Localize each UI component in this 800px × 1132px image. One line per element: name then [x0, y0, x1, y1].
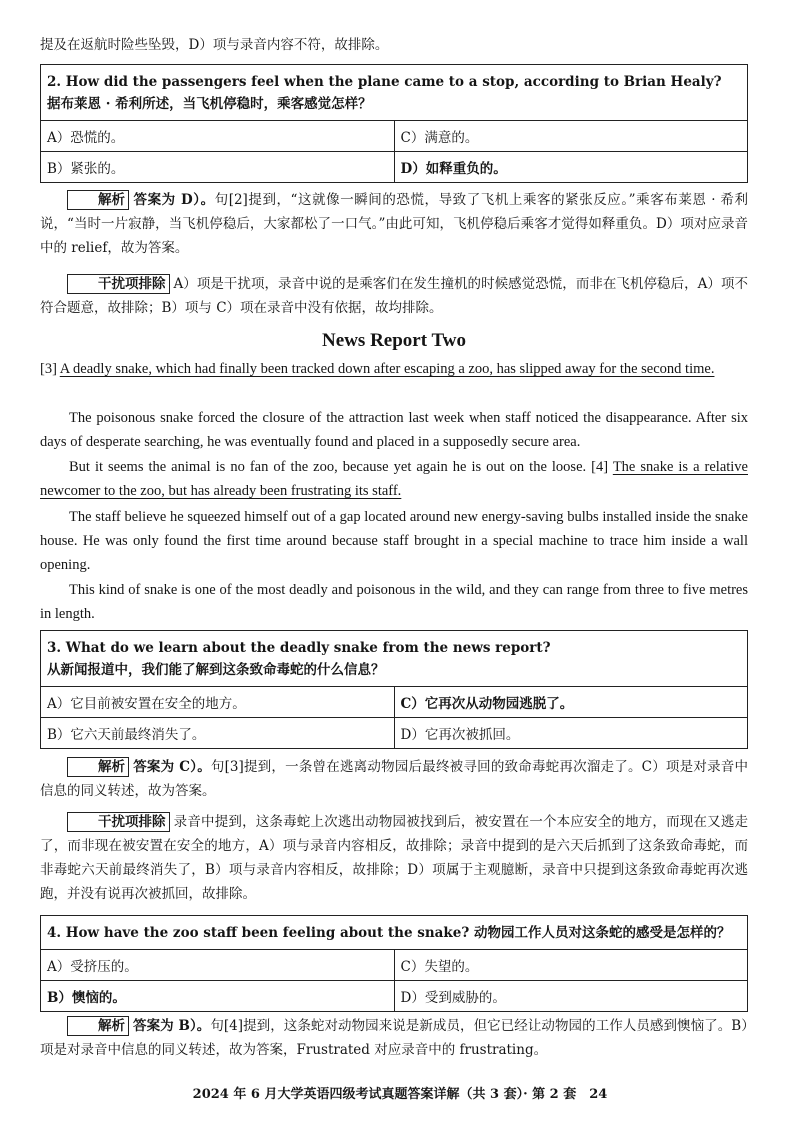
analysis-answer: 答案为 C）。 [133, 759, 211, 775]
question-4-option-c: C）失望的。 [394, 950, 748, 981]
transcript-paragraph-2: The poisonous snake forced the closure of the attraction last week when staff noticed the disappearance. After six days of desperate searching, he was eventually found and placed in a supposedly secure area. [40, 410, 748, 450]
distractor-text: A）项是干扰项，录音中说的是乘客们在发生撞机的时候感觉恐慌，而非在飞机停稳后，A）项不符合题意，故排除；B）项与 C）项在录音中没有依据，故均排除。 [40, 276, 748, 316]
question-2-option-d: D）如释重负的。 [394, 152, 748, 183]
transcript-paragraph-4: The staff believe he squeezed himself out of a gap located around new energy-saving bulbs installed inside the snake house. He was only found the first time around because staff brought in a special machine to trace him inside a wall opening. [40, 509, 748, 573]
question-3-option-d: D）它再次被抓回。 [394, 718, 748, 749]
transcript-paragraph-1 [40, 357, 748, 381]
analysis-tag: 解析 [67, 757, 129, 777]
question-4-stem-en: 4. How have the zoo staff been feeling about the snake? [47, 925, 470, 941]
question-3-stem-en: 3. What do we learn about the deadly snake from the news report? [47, 640, 551, 656]
question-4-table [40, 915, 748, 1012]
question-3-table [40, 630, 748, 749]
question-4-option-a: A）受挤压的。 [41, 950, 395, 981]
transcript-paragraph-5: This kind of snake is one of the most deadly and poisonous in the wild, and they can range from three to five metres in length. [40, 582, 748, 622]
transcript-paragraph-3 [40, 455, 748, 503]
question-2-table [40, 64, 748, 183]
question-4-option-d: D）受到威胁的。 [394, 981, 748, 1012]
continued-text: 提及在返航时险些坠毁，D）项与录音内容不符，故排除。 [40, 37, 389, 53]
question-2-option-b: B）紧张的。 [41, 152, 395, 183]
question-3-option-b: B）它六天前最终消失了。 [41, 718, 395, 749]
question-3-stem-cn: 从新闻报道中，我们能了解到这条致命毒蛇的什么信息？ [47, 662, 385, 678]
question-2-option-c: C）满意的。 [394, 121, 748, 152]
underlined-sentence: A deadly snake, which had finally been tracked down after escaping a zoo, has slipped away for the second time. [59, 361, 715, 377]
question-3-stem [41, 631, 748, 687]
analysis-text: 句[4]提到，这条蛇对动物园来说是新成员，但它已经让动物园的工作人员感到懊恼了。B）项是对录音中信息的同义转述，故为答案，Frustrated 对应录音中的 frustrating。 [40, 1018, 748, 1058]
analysis-tag: 解析 [67, 190, 129, 210]
question-4-analysis [40, 1014, 748, 1062]
question-4-stem-cn: 动物园工作人员对这条蛇的感受是怎样的？ [473, 925, 731, 941]
question-3-option-c: C）它再次从动物园逃脱了。 [394, 687, 748, 718]
analysis-text: 句[3]提到，一条曾在逃离动物园后最终被寻回的致命毒蛇再次溜走了。C）项是对录音中信息的同义转述，故为答案。 [40, 759, 749, 799]
analysis-answer: 答案为 D）。 [133, 192, 215, 208]
distractor-tag: 干扰项排除 [67, 812, 170, 832]
analysis-answer: 答案为 B）。 [133, 1018, 211, 1034]
page-footer: 2024 年 6 月大学英语四级考试真题答案详解（共 3 套）· 第 2 套 24 [192, 1087, 608, 1102]
distractor-tag: 干扰项排除 [67, 274, 170, 294]
section-heading: News Report Two [322, 330, 466, 351]
sentence-marker: [3] [40, 361, 57, 377]
question-2-analysis [40, 188, 748, 260]
question-2-option-a: A）恐慌的。 [41, 121, 395, 152]
question-2-stem-cn: 据布莱恩 · 希利所述，当飞机停稳时，乘客感觉怎样？ [47, 96, 372, 112]
question-2-distractor [40, 272, 748, 320]
question-4-option-b: B）懊恼的。 [41, 981, 395, 1012]
underlined-sentence: The snake is a relative newcomer to the zoo, but has already been frustrating its staff. [40, 459, 748, 499]
question-2-stem-en: 2. How did the passengers feel when the plane came to a stop, according to Brian Healy? [47, 74, 722, 90]
question-3-distractor [40, 810, 748, 906]
sentence-marker: [4] [591, 459, 609, 475]
transcript-text: But it seems the animal is no fan of the zoo, because yet again he is out on the loose. [69, 459, 587, 475]
question-2-stem [41, 65, 748, 121]
question-3-analysis [40, 755, 748, 803]
question-3-option-a: A）它目前被安置在安全的地方。 [41, 687, 395, 718]
distractor-text: 录音中提到，这条毒蛇上次逃出动物园被找到后，被安置在一个本应安全的地方，而现在又逃走了，而非现在被安置在安全的地方，A）项与录音内容相反，故排除；录音中提到的是六天后抓到了这条致命毒蛇，而非毒蛇六天前最终消失了，B）项与录音内容相反，故排除；D）项属于主观臆断，录音中只提到这条致命毒蛇再次逃跑，并没有说再次被抓回，故排除。 [40, 814, 748, 902]
question-4-stem [41, 916, 748, 950]
analysis-text: 句[2]提到，“这就像一瞬间的恐慌，导致了飞机上乘客的紧张反应。”乘客布莱恩 · 希利说，“当时一片寂静，当飞机停稳后，大家都松了一口气。”由此可知，飞机停稳后乘客才觉得如释重负。D）项对应录音中的 relief，故为答案。 [40, 192, 748, 256]
analysis-tag: 解析 [67, 1016, 129, 1036]
